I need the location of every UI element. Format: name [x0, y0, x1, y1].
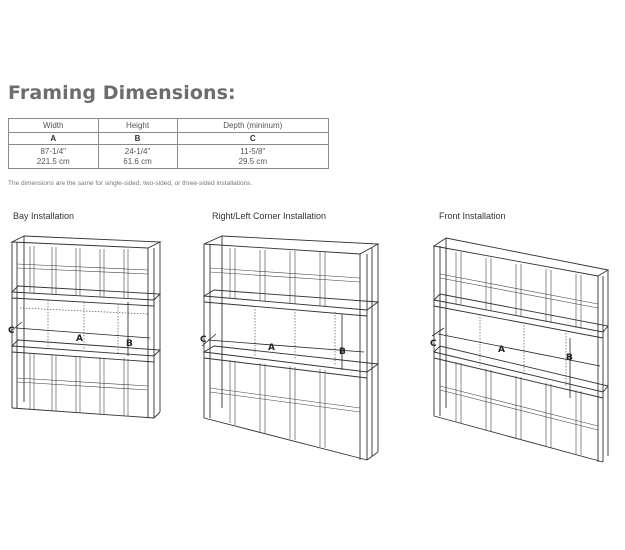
bay-label-c: C [8, 326, 15, 336]
bay-framing-outline [12, 236, 160, 418]
bay-installation-drawing [8, 228, 168, 430]
bay-dimension-markers [8, 302, 150, 356]
page-title: Framing Dimensions: [8, 82, 236, 104]
value-height [98, 145, 177, 169]
letter-a: A [9, 133, 99, 145]
framing-dimensions-table [8, 118, 329, 169]
front-installation-drawing [430, 230, 615, 466]
installation-note: The dimensions are the same for single-sided, two-sided, or three-sided installations. [8, 180, 253, 187]
bay-installation-title: Bay Installation [13, 211, 75, 221]
corner-framing-outline [204, 236, 378, 460]
value-depth-in: 11-5/8" [240, 146, 266, 156]
corner-label-a: A [268, 343, 275, 353]
value-depth [177, 145, 328, 169]
header-depth: Depth (mininum) [177, 119, 328, 133]
corner-label-b: B [339, 347, 346, 357]
front-installation-title: Front Installation [439, 211, 506, 221]
value-width-in: 87-1/4" [40, 146, 67, 156]
bay-label-a: A [76, 334, 83, 344]
front-label-c: C [430, 339, 437, 349]
value-height-in: 24-1/4" [124, 146, 151, 156]
corner-label-c: C [200, 335, 207, 345]
bay-label-b: B [126, 339, 133, 349]
value-width-cm: 221.5 cm [36, 156, 70, 166]
value-width [9, 145, 99, 169]
letter-c: C [177, 133, 328, 145]
corner-installation-title: Right/Left Corner Installation [212, 211, 327, 221]
value-depth-cm: 29.5 cm [238, 156, 267, 166]
header-height: Height [98, 119, 177, 133]
front-label-a: A [498, 345, 505, 355]
header-width: Width [9, 119, 99, 133]
letter-b: B [98, 133, 177, 145]
front-label-b: B [566, 353, 573, 363]
corner-installation-drawing [200, 228, 390, 468]
value-height-cm: 61.6 cm [123, 156, 152, 166]
